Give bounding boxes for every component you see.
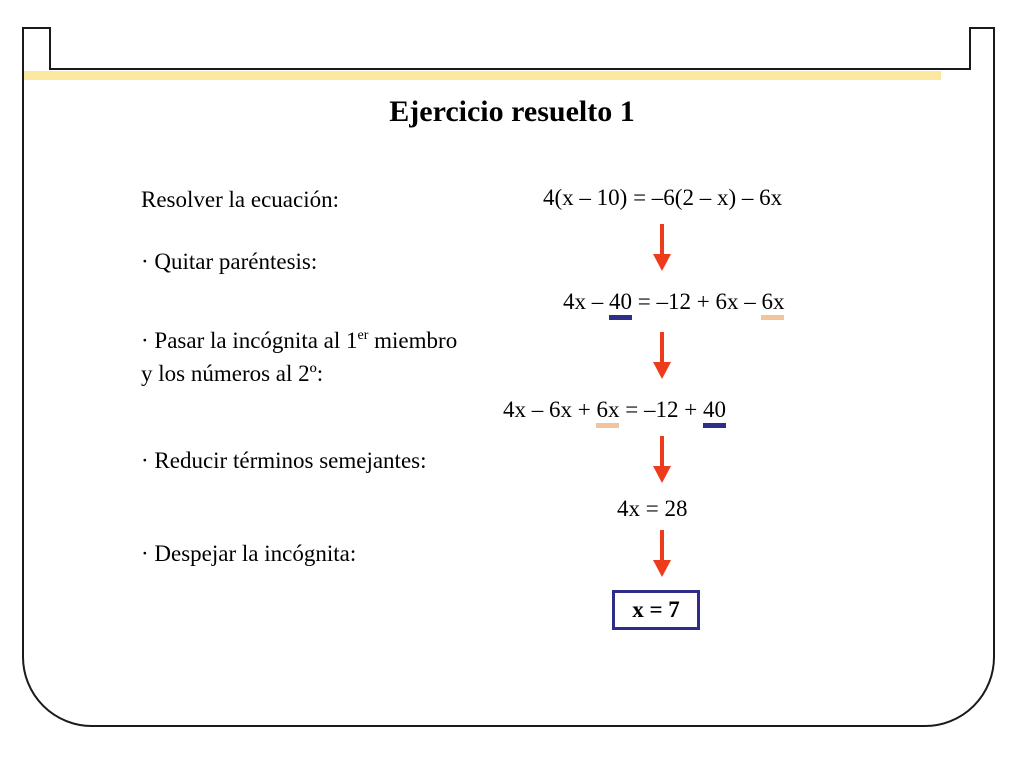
pasar-label-sup: er [357, 328, 369, 343]
equation-step-4: 4x = 28 [617, 496, 688, 521]
resolver-label: Resolver la ecuación: [141, 187, 339, 212]
pasar-label-text: · Pasar la incógnita al 1 [141, 328, 358, 353]
down-arrow-icon [650, 332, 674, 380]
eq2-underlined-6x: 6x [761, 289, 784, 320]
page-title: Ejercicio resuelto 1 [389, 95, 635, 128]
accent-bar [24, 71, 941, 80]
eq3-middle: = –12 + [619, 397, 703, 422]
eq3-start: 4x – 6x + [503, 397, 597, 422]
eq3-underlined-40: 40 [703, 397, 726, 428]
eq3-underlined-6x: 6x [596, 397, 619, 428]
equation-original: 4(x – 10) = –6(2 – x) – 6x [543, 185, 783, 210]
pasar-label-text-end: miembro [368, 328, 458, 353]
down-arrow-icon [650, 436, 674, 484]
equation-step-3 [503, 396, 726, 424]
pasar-label [141, 327, 457, 355]
down-arrow-icon [650, 224, 674, 272]
eq2-underlined-40: 40 [609, 289, 632, 320]
pasar-label-line2: y los números al 2º: [141, 361, 324, 386]
answer-box: x = 7 [612, 590, 700, 630]
header-box [49, 27, 971, 70]
equation-step-2 [563, 288, 784, 316]
down-arrow-icon [650, 530, 674, 578]
despejar-label: · Despejar la incógnita: [141, 541, 357, 566]
eq2-middle: = –12 + 6x – [632, 289, 762, 314]
reducir-label: · Reducir términos semejantes: [141, 448, 427, 473]
quitar-label: · Quitar paréntesis: [141, 249, 318, 274]
eq2-term-4x: 4x – [563, 289, 609, 314]
